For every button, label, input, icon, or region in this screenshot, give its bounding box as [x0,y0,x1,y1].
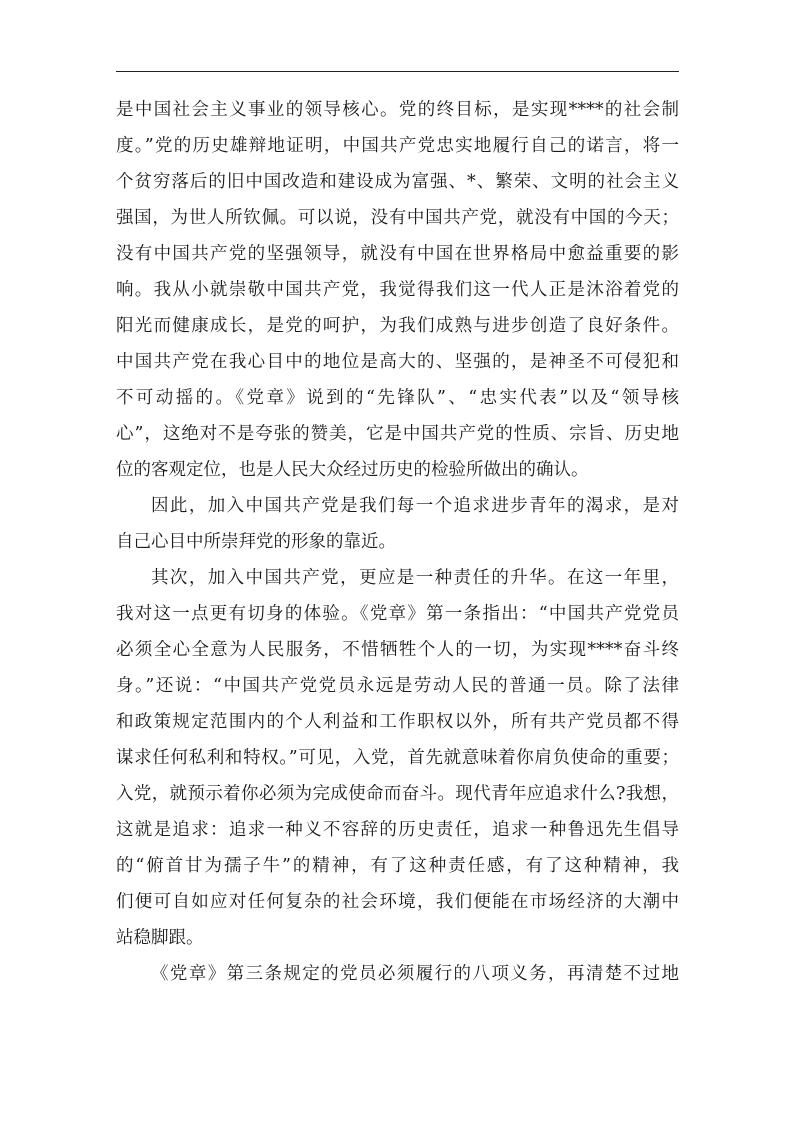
paragraph-line: 《党章》第三条规定的党员必须履行的八项义务，再清楚不过地 [151,964,679,984]
document-body [116,92,679,992]
paragraph [116,92,679,488]
paragraph-line: 入党，就预示着你必须为完成使命而奋斗。现代青年应追求什么?我想， [116,784,679,804]
paragraph [116,488,679,560]
paragraph-line: 站稳脚跟。 [116,928,204,948]
paragraph-line: 位的客观定位，也是人民大众经过历史的检验所做出的确认。 [116,460,589,480]
paragraph [116,560,679,956]
paragraph [116,956,679,992]
paragraph-line: 身。”还说：“中国共产党党员永远是劳动人民的普通一员。除了法律 [116,676,679,696]
header-rule [116,71,679,72]
paragraph-line: 是中国社会主义事业的领导核心。党的终目标，是实现****的社会制 [116,100,679,120]
paragraph-line: 其次，加入中国共产党，更应是一种责任的升华。在这一年里， [151,568,679,588]
paragraph-line: 响。我从小就崇敬中国共产党，我觉得我们这一代人正是沐浴着党的 [116,280,679,300]
paragraph-line: 不可动摇的。《党章》说到的“先锋队”、“忠实代表”以及“领导核 [116,388,679,408]
paragraph-line: 的“俯首甘为孺子牛”的精神，有了这种责任感，有了这种精神，我 [116,856,679,876]
paragraph-line: 没有中国共产党的坚强领导，就没有中国在世界格局中愈益重要的影 [116,244,679,264]
paragraph-line: 这就是追求：追求一种义不容辞的历史责任，追求一种鲁迅先生倡导 [116,820,679,840]
paragraph-line: 和政策规定范围内的个人利益和工作职权以外，所有共产党员都不得 [116,712,679,732]
paragraph-line: 们便可自如应对任何复杂的社会环境，我们便能在市场经济的大潮中 [116,892,679,912]
paragraph-line: 因此，加入中国共产党是我们每一个追求进步青年的渴求，是对 [151,496,679,516]
paragraph-line: 我对这一点更有切身的体验。《党章》第一条指出：“中国共产党党员 [116,604,679,624]
paragraph-line: 度。”党的历史雄辩地证明，中国共产党忠实地履行自己的诺言，将一 [116,136,679,156]
paragraph-line: 个贫穷落后的旧中国改造和建设成为富强、*、繁荣、文明的社会主义 [116,172,679,192]
paragraph-line: 强国，为世人所钦佩。可以说，没有中国共产党，就没有中国的今天； [116,208,679,228]
paragraph-line: 阳光而健康成长，是党的呵护，为我们成熟与进步创造了良好条件。 [116,316,679,336]
paragraph-line: 自己心目中所崇拜党的形象的靠近。 [116,532,396,552]
paragraph-line: 心”，这绝对不是夸张的赞美，它是中国共产党的性质、宗旨、历史地 [116,424,679,444]
paragraph-line: 必须全心全意为人民服务，不惜牺牲个人的一切，为实现****奋斗终 [116,640,679,660]
paragraph-line: 谋求任何私利和特权。”可见，入党，首先就意味着你肩负使命的重要； [116,748,679,768]
paragraph-line: 中国共产党在我心目中的地位是高大的、坚强的，是神圣不可侵犯和 [116,352,679,372]
